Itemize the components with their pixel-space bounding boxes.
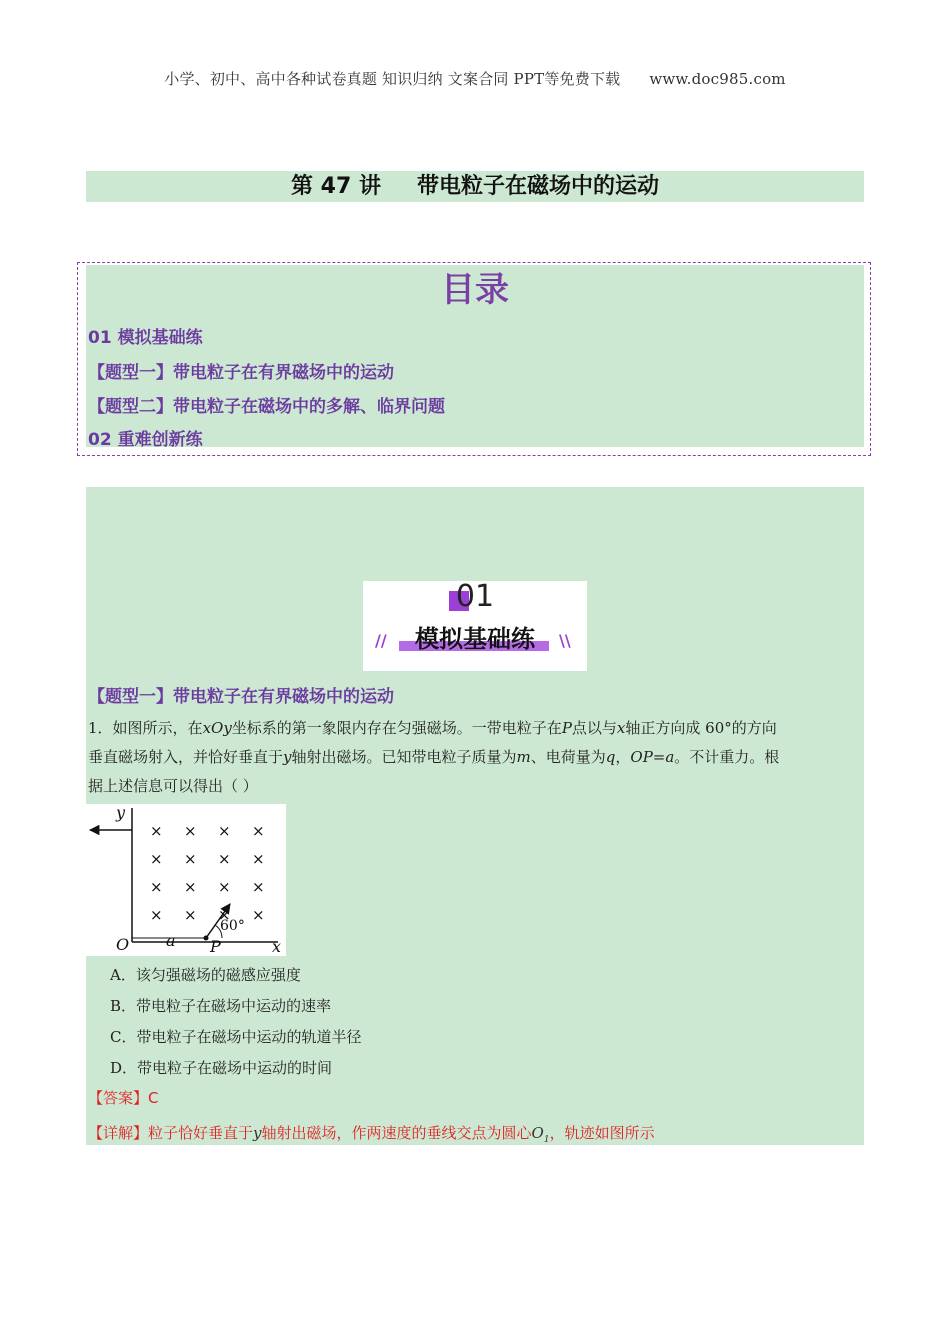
question-text (88, 714, 860, 801)
question-text-part: 轴正方向成 60°的方向 (625, 719, 777, 737)
question-line-1 (88, 714, 860, 743)
toc-item-advanced-practice[interactable]: 02 重难创新练 (88, 430, 203, 450)
toc-item-type-one[interactable]: 【题型一】带电粒子在有界磁场中的运动 (88, 363, 394, 383)
field-cross: × (252, 822, 265, 840)
detail-center-letter: O (531, 1124, 544, 1142)
question-line-3: 据上述信息可以得出（ ） (88, 777, 258, 795)
answer-label: 【答案】 (88, 1089, 149, 1107)
question-var: P (561, 719, 572, 737)
magnetic-field-crosses (150, 822, 265, 924)
detail-line (88, 1122, 655, 1145)
question-var: x (616, 719, 626, 737)
field-cross: × (150, 822, 163, 840)
field-cross: × (252, 878, 265, 896)
field-cross: × (218, 822, 231, 840)
section-heading: 【题型一】带电粒子在有界磁场中的运动 (88, 687, 394, 707)
option-a[interactable]: A．该匀强磁场的磁感应强度 (110, 966, 301, 984)
question-var: y (283, 748, 292, 766)
detail-text-part: 轴射出磁场，作两速度的垂线交点为圆心 (261, 1124, 532, 1142)
page-header (0, 68, 950, 89)
question-line-2 (88, 743, 860, 772)
question-var: q (605, 748, 616, 766)
field-cross: × (218, 850, 231, 868)
toc-item-type-two[interactable]: 【题型二】带电粒子在磁场中的多解、临界问题 (88, 397, 445, 417)
option-c[interactable]: C．带电粒子在磁场中运动的轨道半径 (110, 1028, 362, 1046)
detail-center-symbol (531, 1124, 550, 1145)
field-cross: × (184, 906, 197, 924)
question-text-part: 。不计重力。根 (674, 748, 780, 766)
field-cross: × (184, 878, 197, 896)
point-p-label: P (210, 937, 221, 956)
detail-var: y (253, 1124, 262, 1142)
toc-heading: 目录 (441, 270, 509, 310)
angle-label: 60° (220, 918, 245, 934)
question-var: m (516, 748, 531, 766)
field-diagram-svg (86, 804, 286, 956)
header-url[interactable]: www.doc985.com (649, 70, 786, 88)
answer-value: C (148, 1089, 159, 1107)
question-text-part: 轴射出磁场。已知带电粒子质量为 (291, 748, 517, 766)
field-cross: × (252, 906, 265, 924)
lecture-number: 第 47 讲 (291, 174, 381, 199)
detail-text-part: 粒子恰好垂直于 (148, 1124, 254, 1142)
question-text-part: 、电荷量为 (530, 748, 606, 766)
question-text-part: ， (615, 748, 631, 766)
field-cross: × (150, 850, 163, 868)
badge-left-mark: // (375, 631, 387, 650)
header-text: 小学、初中、高中各种试卷真题 知识归纳 文案合同 PPT等免费下载 (164, 70, 621, 88)
answer-line (88, 1087, 159, 1108)
field-cross: × (218, 906, 231, 924)
badge-label: 模拟基础练 (415, 625, 535, 653)
origin-label: O (116, 935, 130, 954)
question-text-part: 垂直磁场射入，并恰好垂直于 (88, 748, 284, 766)
x-axis-label: x (272, 937, 282, 956)
magnetic-field-figure (86, 804, 286, 956)
question-text-part: 坐标系的第一象限内存在匀强磁场。一带电粒子在 (231, 719, 562, 737)
lecture-title (86, 171, 864, 202)
field-cross: × (150, 906, 163, 924)
option-b[interactable]: B．带电粒子在磁场中运动的速率 (110, 997, 332, 1015)
option-d[interactable]: D．带电粒子在磁场中运动的时间 (110, 1059, 333, 1077)
question-text-part: 如图所示，在 (112, 719, 203, 737)
question-var: OP=a (630, 748, 675, 766)
badge-right-mark: \\ (559, 631, 571, 650)
field-cross: × (150, 878, 163, 896)
y-axis-label: y (116, 804, 126, 822)
detail-text-part: ，轨迹如图所示 (549, 1124, 655, 1142)
field-cross: × (252, 850, 265, 868)
field-cross: × (218, 878, 231, 896)
badge-number: 01 (455, 579, 495, 614)
question-number: 1． (88, 719, 113, 737)
lecture-topic: 带电粒子在磁场中的运动 (416, 174, 659, 199)
question-text-part: 点以与 (571, 719, 617, 737)
detail-center-subscript: 1 (543, 1135, 550, 1145)
section-badge (363, 581, 587, 671)
detail-label: 【详解】 (88, 1124, 149, 1142)
segment-a-label: a (166, 931, 176, 950)
toc-item-basic-practice[interactable]: 01 模拟基础练 (88, 328, 203, 348)
field-cross: × (184, 822, 197, 840)
field-cross: × (184, 850, 197, 868)
question-var: xOy (202, 719, 232, 737)
